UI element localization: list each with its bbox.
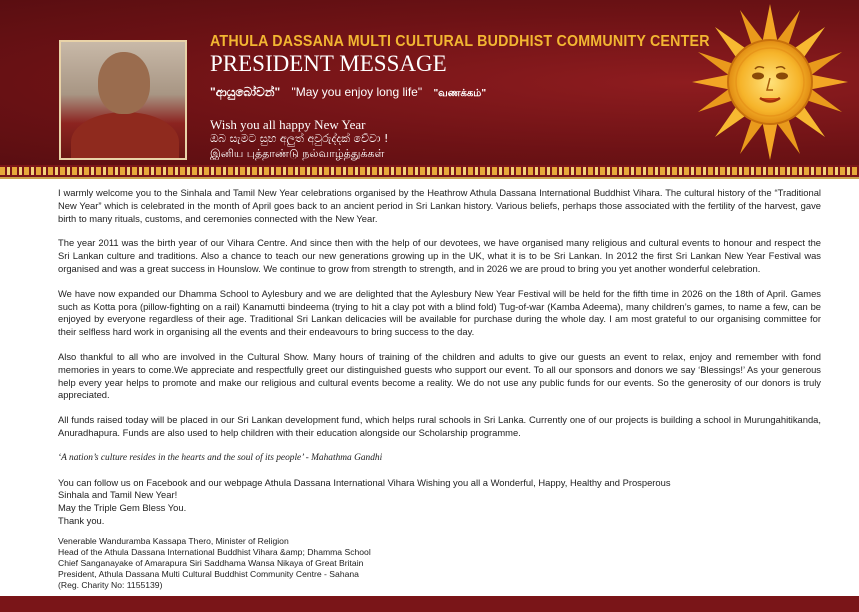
signature-line-1: Venerable Wanduramba Kassapa Thero, Minister of Religion bbox=[58, 536, 289, 546]
president-photo bbox=[59, 40, 187, 160]
paragraph-aylesbury: We have now expanded our Dhamma School to Aylesbury and we are delighted that the Aylesbury New Year Festival will be held for the fifth time in 2026 on the 18th of April. Games such as Kotta pora (pillow-fighting on a rail) Kanamutti bindeema (trying to hit a clay pot with a blind fold) Tug-of-war (Kamba Adeema), many children’s games, to name a few, can be enjoyed by everyone regardless of their age. Traditional Sri Lankan delicacies will be available for purchase during the whole day. I am most grateful to our organising committee for their selfless hard work in organising all the events and their endeavours to bring success to the day. bbox=[58, 287, 821, 338]
signature-line-4: President, Athula Dassana Multi Cultural Buddhist Community Centre - Sahana bbox=[58, 569, 359, 579]
signature-line-3: Chief Sanganayake of Amarapura Siri Saddhama Wansa Nikaya of Great Britain bbox=[58, 558, 364, 568]
sun-rays bbox=[692, 4, 848, 160]
signature-line-5: (Reg. Charity No: 1155139) bbox=[58, 580, 163, 590]
greeting-tamil: "வணக்கம்" bbox=[433, 88, 487, 99]
closing-line-4: Thank you. bbox=[58, 514, 105, 526]
head-shape bbox=[98, 52, 150, 114]
wish-sinhala: ඔබ සැමට සුභ අලුත් අවුරුද්දක් වේවා ! bbox=[210, 132, 389, 145]
robe-shape bbox=[71, 112, 179, 160]
border-pattern bbox=[0, 167, 859, 175]
border-line bbox=[0, 177, 859, 179]
paragraph-history: The year 2011 was the birth year of our Vihara Centre. And since then with the help of our devotees, we have organised many religious and cultural events to honour and respect the Sri Lankan culture and traditions. Also a chance to teach our new generations growing up in the UK, what it is to be Sri Lankan. In 2012 the first Sri Lankan New Year Festival was organised and was a great success in Hounslow. We continue to grow from strength to strength, and in 2026 we are proud to bring you yet another wonderful celebration. bbox=[58, 237, 821, 274]
paragraph-welcome: I warmly welcome you to the Sinhala and Tamil New Year celebrations organised by the Heathrow Athula Dassana International Buddhist Vihara. The cultural history of the “Traditional New Year” which is celebrated in the month of April goes back to an ancient period in Sri Lankan history. Various beliefs, perhaps those associated with the fertility of the harvest, gave birth to many rituals, customs, and ceremonies connected with the New Year. bbox=[58, 187, 821, 224]
page-title: PRESIDENT MESSAGE bbox=[210, 51, 447, 76]
organization-title: ATHULA DASSANA MULTI CULTURAL BUDDHIST COMMUNITY CENTER bbox=[210, 33, 710, 50]
footer-bar bbox=[0, 596, 859, 612]
greeting-english: "May you enjoy long life" bbox=[291, 85, 423, 99]
signature-line-2: Head of the Athula Dassana International Buddhist Vihara &amp; Dhamma School bbox=[58, 547, 371, 557]
gandhi-quote: ‘A nation’s culture resides in the hearts and the soul of its people’ - Mahathma Gandhi bbox=[58, 452, 383, 463]
closing-line-3: May the Triple Gem Bless You. bbox=[58, 502, 187, 514]
wish-english: Wish you all happy New Year bbox=[210, 117, 366, 132]
signature-block bbox=[58, 536, 371, 591]
greeting-sinhala: "ආයුබෝවන්" bbox=[210, 85, 281, 99]
closing-line-2: Sinhala and Tamil New Year! bbox=[58, 489, 178, 501]
closing-line-1: You can follow us on Facebook and our webpage Athula Dassana International Vihara Wishing you all a Wonderful, Happy, Healthy and Prosperous bbox=[58, 476, 671, 488]
greetings-row bbox=[210, 85, 494, 100]
wish-tamil: இனிய புத்தாண்டு நல்வாழ்த்துக்கள் bbox=[210, 147, 385, 160]
closing-block bbox=[58, 477, 821, 528]
message-body bbox=[58, 187, 821, 539]
paragraph-thanks: Also thankful to all who are involved in the Cultural Show. Many hours of training of the children and adults to give our guests an event to relax, enjoy and remember with fond memories in years to come.We appreciate and respectfully greet our distinguished guests who support our event. To all our sponsors and donors we say ‘Blessings!’ As your generous help every year helps to promote and make our religious and cultural events become a reality. We do not use any public funds for our events. So the generosity of our donors is truly appreciated. bbox=[58, 350, 821, 401]
sun-face-icon bbox=[688, 2, 853, 162]
paragraph-funds: All funds raised today will be placed in our Sri Lankan development fund, which helps rural schools in Sri Lanka. Currently one of our projects is building a school in Murungahitikanda, Anuradhapura. Funds are also used to help children with their education alongside our Scholarship programme. bbox=[58, 414, 821, 438]
